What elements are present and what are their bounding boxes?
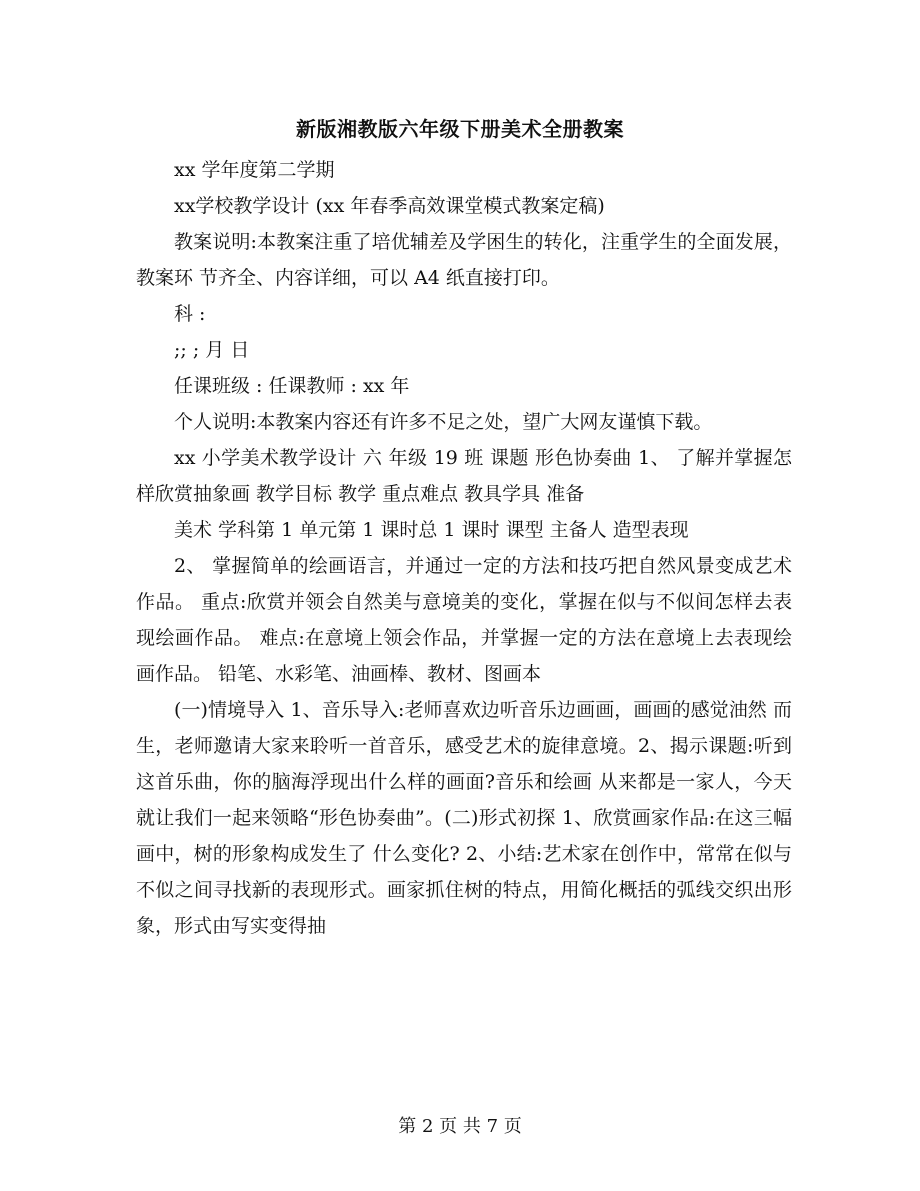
paragraph-lesson-header: xx 小学美术教学设计 六 年级 19 班 课题 形色协奏曲 1、 了解并掌握怎样欣赏抽象画 教学目标 教学 重点难点 教具学具 准备 — [136, 447, 792, 505]
paragraph-school-design: xx学校教学设计 (xx 年春季高效课堂模式教案定稿) — [174, 195, 605, 217]
paragraph-date: ;; ; 月 日 — [174, 339, 250, 361]
document-title: 新版湘教版六年级下册美术全册教案 — [296, 117, 624, 141]
paragraph-subject: 科 : — [174, 303, 206, 325]
paragraph-lesson-meta: 美术 学科第 1 单元第 1 课时总 1 课时 课型 主备人 造型表现 — [174, 519, 689, 541]
paragraph-class-teacher: 任课班级 : 任课教师 : xx 年 — [174, 375, 410, 397]
paragraph-process: (一)情境导入 1、音乐导入:老师喜欢边听音乐边画画，画画的感觉油然 而生，老师邀请大家来聆听一首音乐，感受艺术的旋律意境。2、揭示课题:听到这首乐曲，你的脑海浮现出什么样的画面?音乐和绘画 从来都是一家人，今天就让我们一起来领略“形色协奏曲”。(二)形式初探 1、欣赏画家作品:在这三幅画中，树的形象构成发生了 什么变化? 2、小结:艺术家在创作中，常常在似与不似之间寻找新的表现形式。画家抓住树的特点，用简化概括的弧线交织出形象，形式由写实变得抽 — [136, 699, 792, 937]
document-body — [136, 152, 792, 944]
paragraph-personal-note: 个人说明:本教案内容还有许多不足之处，望广大网友谨慎下载。 — [174, 411, 713, 433]
paragraph-semester: xx 学年度第二学期 — [174, 159, 335, 181]
page-footer: 第 2 页 共 7 页 — [398, 1116, 522, 1137]
paragraph-plan-description: 教案说明:本教案注重了培优辅差及学困生的转化，注重学生的全面发展，教案环 节齐全、内容详细，可以 A4 纸直接打印。 — [136, 231, 792, 289]
paragraph-objectives: 2、 掌握简单的绘画语言，并通过一定的方法和技巧把自然风景变成艺术作品。 重点:欣赏并领会自然美与意境美的变化，掌握在似与不似间怎样去表现绘画作品。 难点:在意境上领会作品，并掌握一定的方法在意境上去表现绘画作品。 铅笔、水彩笔、油画棒、教材、图画本 — [136, 555, 792, 685]
